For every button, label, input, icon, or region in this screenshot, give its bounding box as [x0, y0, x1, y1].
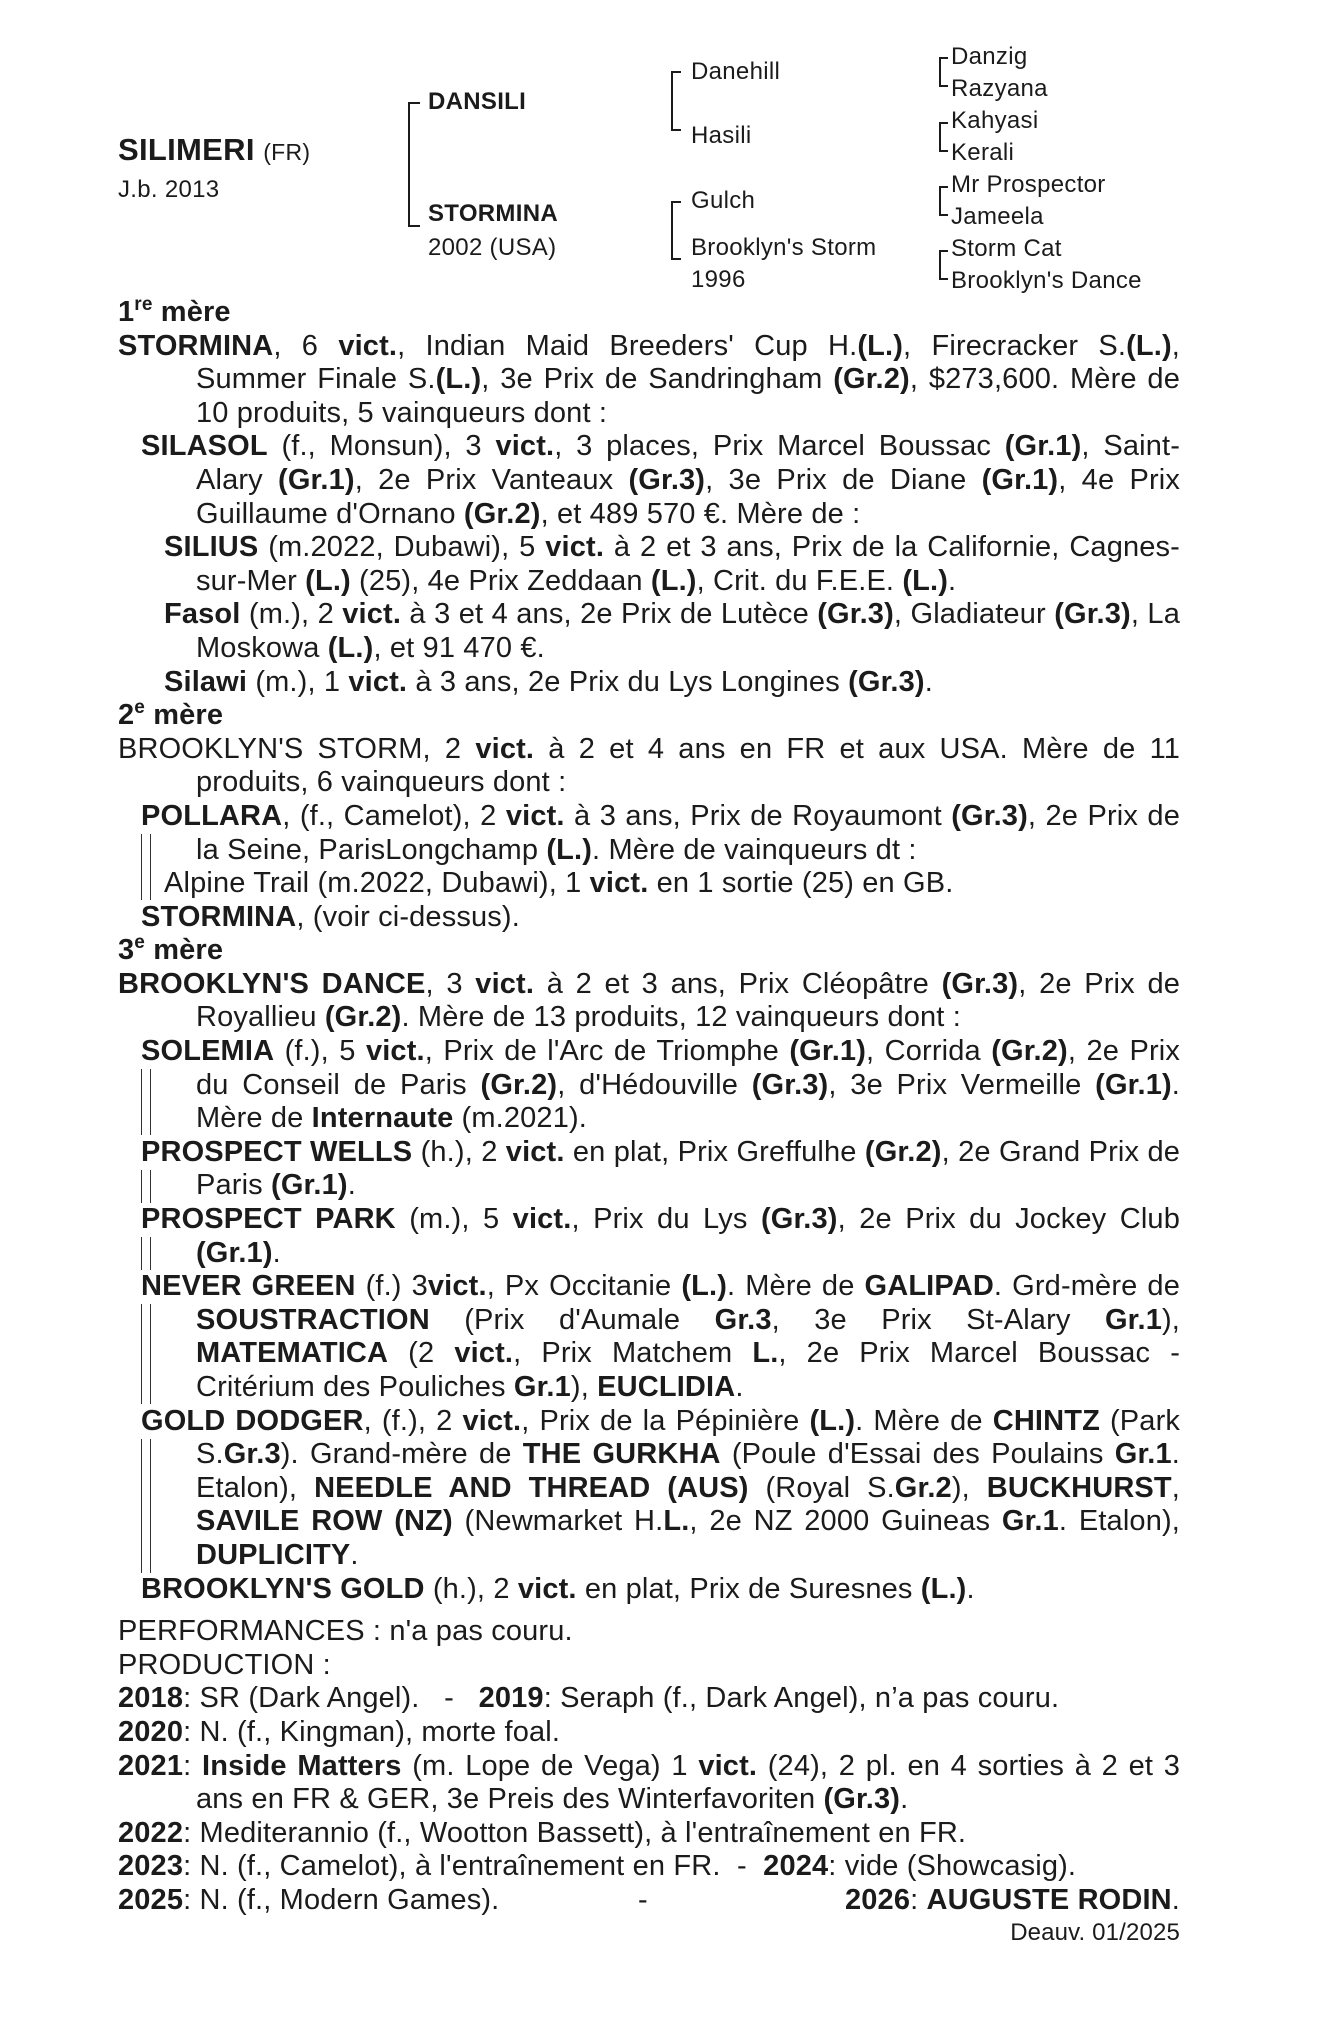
- production-row-2021: [118, 1750, 1180, 1817]
- race-grade: (L.): [327, 631, 374, 664]
- text: , d'Hédouville: [557, 1068, 752, 1101]
- text: (Prix d'Aumale: [429, 1303, 715, 1336]
- text: , Indian Maid Breeders' Cup H.: [397, 329, 858, 362]
- text: , et 91 470 €.: [373, 631, 545, 664]
- horse-name: PROSPECT PARK: [141, 1203, 396, 1236]
- text: (25), 4e Prix Zeddaan: [350, 564, 651, 597]
- text: à 2 et 3 ans, Prix Cléopâtre: [534, 967, 942, 1000]
- text: .: [900, 1783, 909, 1816]
- dam-info: 2002 (USA): [428, 234, 557, 261]
- year: 2023: [118, 1850, 184, 1883]
- descendant-bars: [141, 1237, 151, 1270]
- wins-label: vict.: [462, 1404, 522, 1437]
- text: . Mère de: [196, 1068, 1181, 1135]
- text: , 2: [422, 732, 476, 765]
- text: , La Moskowa: [196, 598, 1180, 664]
- text: (m.), 2: [240, 598, 343, 631]
- bracket-tick: [939, 85, 948, 87]
- text: , Gladiateur: [893, 598, 1055, 631]
- entry-prospect-park: [141, 1203, 1180, 1270]
- text: à 3 ans, 2e Prix du Lys Longines: [407, 665, 849, 698]
- text: , 2e Prix du Jockey Club: [837, 1203, 1180, 1236]
- text: . Mère de 13 produits, 12 vainqueurs dont :: [401, 1001, 961, 1034]
- entry-silawi: [164, 666, 1180, 700]
- sire-name: DANSILI: [428, 88, 527, 115]
- text: .: [948, 564, 957, 597]
- text: , 2e Prix de Royallieu: [196, 967, 1180, 1034]
- wins-label: vict.: [427, 1270, 487, 1303]
- text: , Corrida: [866, 1035, 992, 1068]
- horse-name: NEEDLE AND THREAD (AUS): [314, 1471, 749, 1504]
- text: , Px Occitanie: [486, 1270, 682, 1303]
- descendant-bars: [141, 834, 151, 900]
- text: ). Grand-mère de: [280, 1438, 523, 1471]
- text: (24), 2 pl. en 4 sorties à 2 et 3 ans en FR & GER, 3e Preis des Winterfavoriten: [196, 1749, 1180, 1816]
- production-row-2022: [118, 1817, 1180, 1851]
- g2-sire-dam: Hasili: [691, 122, 752, 149]
- heading-superscript: re: [134, 294, 153, 315]
- horse-name: DUPLICITY: [196, 1538, 351, 1571]
- g3-bracket: [939, 122, 941, 152]
- horse-name: BROOKLYN'S GOLD: [141, 1572, 425, 1605]
- bracket-tick: [671, 201, 681, 203]
- text: (m.2022, Dubawi), 5: [258, 531, 546, 564]
- race-grade: (Gr.3): [760, 1203, 838, 1236]
- text: , 2e Prix du Conseil de Paris: [196, 1035, 1180, 1101]
- g3-name: Kahyasi: [951, 107, 1039, 134]
- section-heading-3e-mere: [118, 934, 1180, 968]
- text: : vide (Showcasig).: [828, 1850, 1077, 1883]
- text: , Saint-Alary: [196, 430, 1180, 496]
- text: (Poule d'Essai des Poulains: [720, 1438, 1115, 1471]
- wins-label: vict.: [512, 1203, 572, 1236]
- entry-block-pollara: [118, 800, 1180, 901]
- wins-label: vict.: [365, 1035, 425, 1068]
- wins-label: vict.: [505, 1135, 565, 1168]
- text: , 2e Prix Marcel Boussac - Critérium des Pouliches: [196, 1337, 1181, 1403]
- race-grade: Gr.2: [894, 1471, 952, 1504]
- horse-name: GALIPAD: [864, 1270, 994, 1303]
- production-2025: [118, 1884, 638, 1918]
- race-grade: (Gr.1): [271, 1169, 348, 1202]
- bracket-tick: [939, 186, 948, 188]
- race-grade: (Gr.1): [196, 1236, 273, 1269]
- race-grade: (Gr.3): [823, 1783, 901, 1816]
- text: (m. Lope de Vega) 1: [401, 1749, 699, 1782]
- race-grade: (Gr.3): [848, 665, 925, 698]
- heading-superscript: e: [134, 697, 145, 719]
- text: .: [924, 665, 933, 698]
- race-grade: Gr.1: [1114, 1438, 1172, 1471]
- horse-name: BROOKLYN'S STORM: [118, 732, 423, 765]
- g2-dam-dam-year: 1996: [691, 266, 746, 293]
- text: , Firecracker S.: [903, 329, 1127, 362]
- production-separator: -: [638, 1883, 648, 1916]
- wins-label: vict.: [348, 665, 408, 698]
- text: , Prix de l'Arc de Triomphe: [424, 1035, 790, 1068]
- g3-name: Storm Cat: [951, 235, 1062, 262]
- text: . Etalon),: [196, 1438, 1180, 1504]
- heading-superscript: e: [134, 932, 145, 954]
- horse-name: POLLARA: [141, 799, 283, 832]
- text: , 3e Prix Vermeille: [828, 1068, 1096, 1101]
- text: : N. (f., Kingman), morte foal.: [183, 1715, 561, 1748]
- year: 2022: [118, 1816, 184, 1849]
- text: : N. (f., Camelot), à l'entraînement en FR. -: [183, 1850, 764, 1883]
- g3-name: Danzig: [951, 43, 1028, 70]
- race-grade: Gr.3: [714, 1303, 772, 1336]
- descendant-bars: [141, 1304, 151, 1404]
- text: , 3e Prix St-Alary: [771, 1303, 1105, 1336]
- g2-dam-dam: Brooklyn's Storm: [691, 234, 877, 261]
- section-heading-1re-mere: [118, 296, 1180, 330]
- race-grade: (Gr.3): [1054, 598, 1131, 631]
- text: , et 489 570 €. Mère de :: [540, 497, 861, 530]
- text: ),: [951, 1471, 987, 1504]
- race-grade: (Gr.2): [864, 1135, 942, 1168]
- race-grade: (Gr.3): [951, 799, 1028, 832]
- g3-bracket: [939, 250, 941, 280]
- text: .: [966, 1572, 975, 1605]
- g3-name: Kerali: [951, 139, 1015, 166]
- text: en plat, Prix Greffulhe: [564, 1135, 865, 1168]
- race-grade: (L.): [1126, 329, 1172, 362]
- horse-name: EUCLIDIA: [597, 1371, 736, 1403]
- horse-name: BUCKHURST: [986, 1471, 1172, 1504]
- race-grade: (L.): [650, 564, 697, 597]
- descendant-bars: [141, 1439, 151, 1573]
- text: .: [347, 1169, 356, 1202]
- race-grade: Gr.1: [513, 1371, 571, 1403]
- year: 2018: [118, 1682, 184, 1715]
- race-grade: (Gr.3): [941, 967, 1019, 1000]
- horse-country: (FR): [263, 139, 311, 165]
- text: (f.), 5: [274, 1035, 366, 1068]
- footer-source: Deauv. 01/2025: [1010, 1918, 1180, 1946]
- wins-label: vict.: [698, 1749, 758, 1782]
- horse-description: J.b. 2013: [118, 176, 220, 203]
- race-grade: (Gr.1): [1004, 430, 1082, 463]
- horse-title: [118, 132, 310, 168]
- bracket-tick: [939, 150, 948, 152]
- race-grade: (Gr.1): [789, 1035, 867, 1068]
- text: : Mediterannio (f., Wootton Bassett), à l'entraînement en FR.: [183, 1816, 967, 1849]
- text: (Park S.: [196, 1404, 1181, 1471]
- year: 2020: [118, 1715, 184, 1748]
- text: : SR (Dark Angel). -: [183, 1682, 479, 1715]
- text: à 3 et 4 ans, 2e Prix de Lutèce: [401, 598, 818, 631]
- dam-parents-bracket: [671, 201, 673, 260]
- section-heading-2e-mere: [118, 699, 1180, 733]
- sire-parents-bracket: [671, 71, 673, 131]
- bracket-tick: [939, 250, 948, 252]
- horse-name: STORMINA: [118, 329, 274, 362]
- race-grade: (Gr.2): [991, 1035, 1068, 1068]
- race-grade: Gr.3: [223, 1438, 281, 1471]
- entry-alpine-trail: [164, 867, 1180, 901]
- g3-name: Mr Prospector: [951, 171, 1106, 198]
- text: , 3 places, Prix Marcel Boussac: [554, 430, 1005, 463]
- race-grade: Gr.1: [1001, 1505, 1059, 1538]
- bracket-tick: [939, 122, 948, 124]
- text: , 3e Prix de Diane: [705, 463, 982, 496]
- heading-number: 1: [118, 296, 135, 328]
- entry-silasol: [141, 430, 1180, 531]
- text: à 2 et 3 ans, Prix de la Californie, Cagnes-sur-Mer: [196, 531, 1180, 597]
- horse-name: AUGUSTE RODIN: [926, 1883, 1172, 1916]
- text: à 2 et 4 ans en FR et aux USA. Mère de 11 produits, 6 vainqueurs dont :: [196, 732, 1180, 799]
- year: 2021: [118, 1749, 184, 1782]
- race-grade: (Gr.1): [1095, 1068, 1172, 1101]
- text: (Newmarket H.: [452, 1505, 664, 1538]
- family-record: [118, 296, 1180, 1948]
- bracket-tick: [408, 225, 420, 227]
- entry-brooklyns-dance: [118, 968, 1180, 1035]
- entry-gold-dodger: [141, 1405, 1180, 1573]
- wins-label: vict.: [505, 799, 565, 832]
- text: , 2e Prix Vanteaux: [354, 463, 629, 496]
- wins-label: vict.: [495, 430, 555, 463]
- entry-block-prospect-wells: [118, 1136, 1180, 1203]
- race-grade: (L.): [435, 363, 482, 396]
- wins-label: vict.: [589, 867, 649, 900]
- horse-name: SOLEMIA: [141, 1035, 275, 1068]
- wins-label: vict.: [475, 967, 535, 1000]
- bracket-tick: [939, 57, 948, 59]
- wins-label: vict.: [338, 329, 398, 362]
- text: .: [350, 1538, 359, 1571]
- production-row-2020: [118, 1716, 1180, 1750]
- entry-block-gold-dodger: [118, 1405, 1180, 1573]
- horse-name: SAVILE ROW (NZ): [196, 1505, 453, 1538]
- race-grade: (Gr.3): [817, 598, 894, 631]
- text: ,: [1171, 1471, 1180, 1504]
- race-grade: (L.): [920, 1572, 967, 1605]
- text: : N. (f., Modern Games).: [183, 1883, 500, 1916]
- year: 2026: [844, 1883, 911, 1916]
- text: (m.), 5: [395, 1203, 513, 1236]
- horse-name: PROSPECT WELLS: [141, 1135, 413, 1168]
- horse-name: SILIMERI: [118, 132, 255, 167]
- production-row-2023-2024: [118, 1850, 1180, 1884]
- race-grade: (Gr.1): [278, 463, 355, 496]
- text: , 2e NZ 2000 Guineas: [689, 1505, 1002, 1538]
- text: , (voir ci-dessus).: [296, 900, 520, 933]
- text: , 3: [425, 967, 476, 1000]
- race-grade: (Gr.2): [324, 1001, 402, 1034]
- race-grade: Gr.1: [1104, 1303, 1162, 1336]
- horse-name: Silawi: [164, 665, 248, 698]
- g3-name: Brooklyn's Dance: [951, 267, 1142, 294]
- entry-silius: [164, 531, 1180, 598]
- text: à 3 ans, Prix de Royaumont: [564, 799, 952, 832]
- entry-block-solemia: [118, 1035, 1180, 1136]
- text: . Mère de: [727, 1270, 865, 1303]
- text: , Prix Matchem: [513, 1337, 753, 1370]
- bracket-tick: [671, 129, 681, 131]
- wins-label: vict.: [454, 1337, 514, 1370]
- horse-name: MATEMATICA: [196, 1337, 389, 1370]
- race-grade: (L.): [857, 329, 904, 362]
- horse-name: CHINTZ: [992, 1404, 1100, 1437]
- entry-solemia: [141, 1035, 1180, 1136]
- entry-brooklyns-gold: [141, 1573, 1180, 1607]
- race-grade: (Gr.2): [463, 497, 541, 530]
- race-grade: (Gr.2): [833, 363, 910, 396]
- text: , 3e Prix de Sandringham: [481, 363, 834, 396]
- text: :: [910, 1883, 927, 1916]
- entry-never-green: [141, 1270, 1180, 1404]
- race-grade: (L.): [681, 1270, 728, 1303]
- bracket-tick: [671, 71, 681, 73]
- text: (h.), 2: [412, 1135, 506, 1168]
- wins-label: vict.: [475, 732, 535, 765]
- production-row-2025-2026: [118, 1884, 1180, 1918]
- text: (Royal S.: [748, 1471, 895, 1504]
- text: , Prix du Lys: [571, 1203, 761, 1236]
- dam-name: STORMINA: [428, 200, 558, 227]
- text: , $273,600. Mère de 10 produits, 5 vainqueurs dont :: [196, 363, 1180, 429]
- heading-number: 2: [118, 699, 135, 732]
- text: , 6: [273, 329, 339, 362]
- horse-name: NEVER GREEN: [141, 1270, 356, 1303]
- horse-name: BROOKLYN'S DANCE: [118, 967, 426, 1000]
- production-2026: [758, 1884, 1180, 1918]
- horse-name: Internaute: [311, 1102, 454, 1135]
- text: . Mère de: [855, 1404, 993, 1437]
- race-grade: (Gr.2): [480, 1068, 558, 1101]
- production-row-2018-2019: [118, 1682, 1180, 1716]
- year: 2019: [478, 1682, 544, 1715]
- entry-pollara: [141, 800, 1180, 867]
- text: , (f.), 2: [363, 1404, 463, 1437]
- race-grade: (Gr.3): [751, 1068, 829, 1101]
- text: , Summer Finale S.: [196, 329, 1180, 396]
- entry-stormina-ref: [141, 901, 1180, 935]
- bracket-tick: [939, 214, 948, 216]
- performances: PERFORMANCES : n'a pas couru.: [118, 1615, 573, 1648]
- g3-name: Razyana: [951, 75, 1048, 102]
- heading-word: mère: [152, 296, 231, 328]
- text: :: [183, 1749, 202, 1782]
- horse-name: SILIUS: [164, 531, 259, 564]
- text: , Prix de la Pépinière: [521, 1404, 810, 1437]
- race-grade: L.: [752, 1337, 779, 1370]
- text: , (f., Camelot), 2: [282, 799, 506, 832]
- race-grade: L.: [663, 1505, 690, 1538]
- heading-word: mère: [145, 934, 224, 967]
- race-grade: (L.): [546, 833, 593, 866]
- entry-block-prospect-park: [118, 1203, 1180, 1270]
- text: en plat, Prix de Suresnes: [576, 1572, 921, 1605]
- bracket-tick: [408, 102, 420, 104]
- heading-number: 3: [118, 934, 135, 967]
- text: : Seraph (f., Dark Angel), n’a pas couru.: [543, 1682, 1060, 1715]
- horse-name: THE GURKHA: [522, 1438, 721, 1471]
- text: ),: [570, 1371, 598, 1403]
- race-grade: (L.): [305, 564, 351, 597]
- horse-name: Fasol: [164, 598, 241, 631]
- text: (m.2021).: [453, 1102, 588, 1135]
- race-grade: (L.): [902, 564, 949, 597]
- text: . Grd-mère de: [993, 1270, 1180, 1303]
- text: .: [272, 1236, 281, 1269]
- text: Alpine Trail (m.2022, Dubawi), 1: [164, 867, 590, 900]
- bracket-tick: [939, 278, 948, 280]
- g2-sire-sire: Danehill: [691, 58, 781, 85]
- text: , 2e Prix de la Seine, ParisLongchamp: [196, 799, 1180, 866]
- entry-fasol: [164, 598, 1180, 665]
- text: (2: [388, 1337, 455, 1370]
- text: (f., Monsun), 3: [267, 430, 496, 463]
- horse-name: STORMINA: [141, 900, 297, 933]
- text: (m.), 1: [247, 665, 349, 698]
- text: , 2e Grand Prix de Paris: [196, 1135, 1181, 1202]
- text: , 4e Prix Guillaume d'Ornano: [196, 463, 1180, 530]
- production-heading: PRODUCTION :: [118, 1648, 331, 1681]
- g3-bracket: [939, 57, 941, 87]
- text: , Crit. du F.E.E.: [696, 564, 903, 597]
- text: en 1 sortie (25) en GB.: [648, 867, 954, 900]
- descendant-bars: [141, 1069, 151, 1135]
- entry-prospect-wells: [141, 1136, 1180, 1203]
- wins-label: vict.: [545, 531, 605, 564]
- text: (f.) 3: [355, 1270, 428, 1303]
- wins-label: vict.: [342, 598, 402, 631]
- text: . Mère de vainqueurs dt :: [592, 833, 917, 866]
- descendant-bars: [141, 1170, 151, 1203]
- horse-name: GOLD DODGER: [141, 1404, 364, 1437]
- heading-word: mère: [145, 699, 224, 732]
- year: 2025: [118, 1883, 184, 1916]
- year: 2024: [763, 1850, 829, 1883]
- race-grade: (Gr.1): [981, 463, 1059, 496]
- bracket-tick: [671, 258, 681, 260]
- entry-stormina: [118, 330, 1180, 431]
- g3-bracket: [939, 186, 941, 216]
- horse-name: SOUSTRACTION: [196, 1303, 430, 1336]
- horse-name: SILASOL: [141, 430, 268, 463]
- horse-name: Inside Matters: [202, 1749, 402, 1782]
- sire-dam-bracket: [408, 102, 410, 226]
- entry-block-never-green: [118, 1270, 1180, 1404]
- wins-label: vict.: [517, 1572, 577, 1605]
- text: . Etalon),: [1058, 1505, 1180, 1538]
- race-grade: (L.): [809, 1404, 856, 1437]
- g3-name: Jameela: [951, 203, 1044, 230]
- entry-brooklyns-storm: [118, 733, 1180, 800]
- text: .: [735, 1371, 744, 1403]
- text: (h.), 2: [424, 1572, 518, 1605]
- text: ),: [1161, 1303, 1180, 1336]
- g2-dam-sire: Gulch: [691, 187, 756, 214]
- text: .: [1171, 1883, 1180, 1916]
- race-grade: (Gr.3): [628, 463, 706, 496]
